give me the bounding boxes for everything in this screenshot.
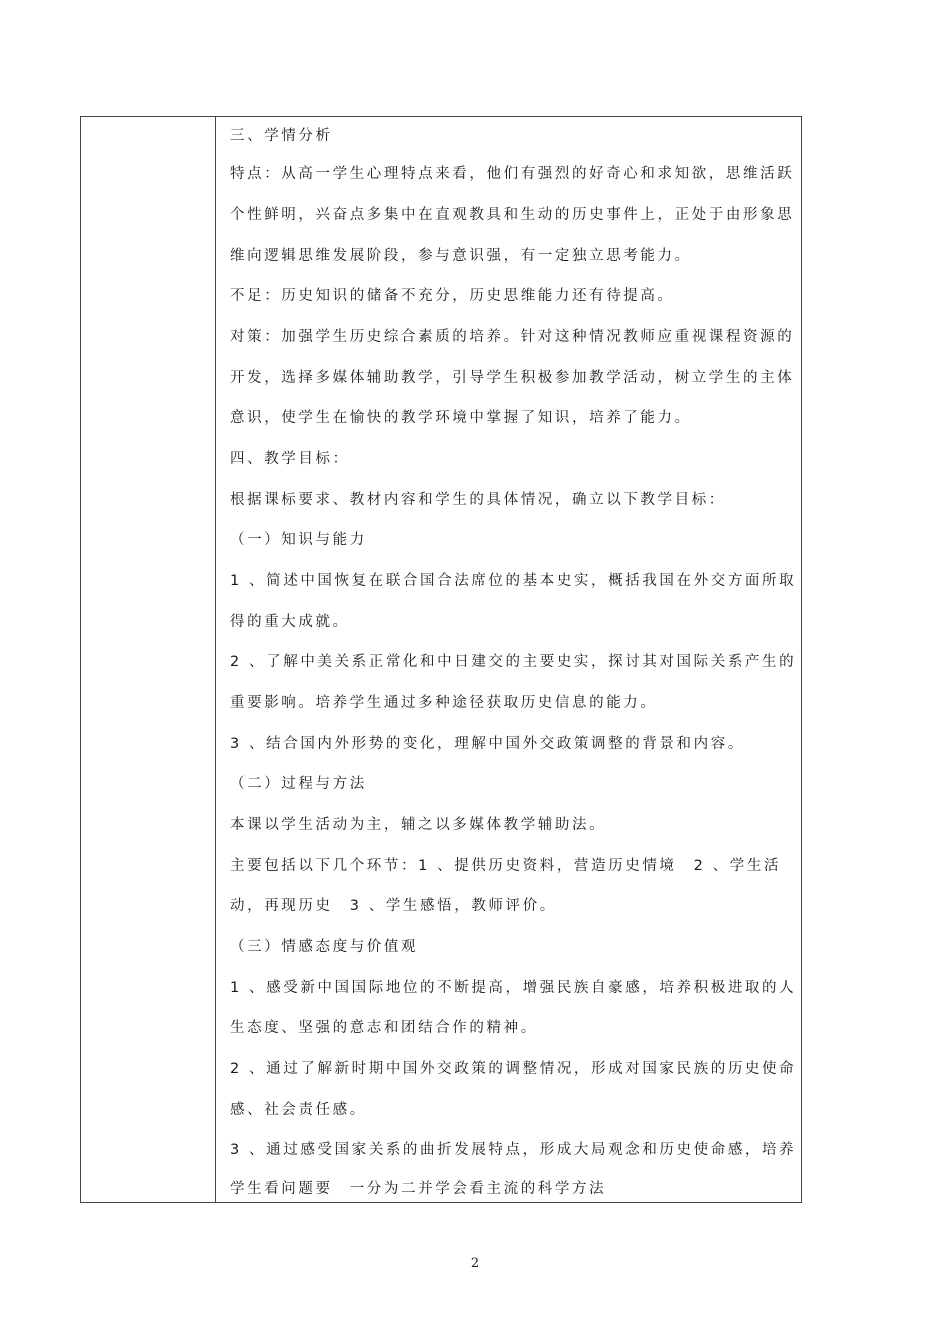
subsection-heading: （一）知识与能力 [230, 532, 367, 548]
text-line: 1 、感受新中国国际地位的不断提高，增强民族自豪感，培养积极进取的人 [230, 980, 797, 996]
text-line: 个性鲜明，兴奋点多集中在直观教具和生动的历史事件上，正处于由形象思 [230, 207, 795, 223]
text-line: 根据课标要求、教材内容和学生的具体情况，确立以下教学目标： [230, 492, 726, 508]
text-line: 2 、通过了解新时期中国外交政策的调整情况，形成对国家民族的历史使命 [230, 1061, 797, 1077]
section-heading: 四、教学目标： [230, 451, 350, 467]
document-table [80, 116, 802, 1203]
table-content-cell [216, 117, 801, 1202]
text-line: 3 、通过感受国家关系的曲折发展特点，形成大局观念和历史使命感，培养 [230, 1142, 797, 1158]
text-line: 3 、结合国内外形势的变化，理解中国外交政策调整的背景和内容。 [230, 736, 745, 752]
subsection-heading: （三）情感态度与价值观 [230, 939, 419, 955]
text-line: 本课以学生活动为主，辅之以多媒体教学辅助法。 [230, 817, 607, 833]
text-line: 开发，选择多媒体辅助教学，引导学生积极参加教学活动，树立学生的主体 [230, 370, 795, 386]
text-line: 特点：从高一学生心理特点来看，他们有强烈的好奇心和求知欲，思维活跃 [230, 166, 795, 182]
text-line: 意识，使学生在愉快的教学环境中掌握了知识，培养了能力。 [230, 410, 692, 426]
text-line: 感、社会责任感。 [230, 1102, 367, 1118]
text-line: 重要影响。培养学生通过多种途径获取历史信息的能力。 [230, 695, 658, 711]
text-line: 学生看问题要 一分为二并学会看主流的科学方法 [230, 1181, 607, 1197]
section-heading: 三、学情分析 [230, 128, 333, 144]
text-line: 维向逻辑思维发展阶段，参与意识强，有一定独立思考能力。 [230, 248, 692, 264]
text-line: 生态度、坚强的意志和团结合作的精神。 [230, 1020, 538, 1036]
text-line: 动，再现历史 3 、学生感悟，教师评价。 [230, 898, 557, 914]
text-line: 不足：历史知识的储备不充分，历史思维能力还有待提高。 [230, 288, 675, 304]
table-left-cell [81, 117, 216, 1202]
text-line: 1 、简述中国恢复在联合国合法席位的基本史实，概括我国在外交方面所取 [230, 573, 797, 589]
page-number: 2 [470, 1256, 480, 1271]
text-line: 主要包括以下几个环节：1 、提供历史资料，营造历史情境 2 、学生活 [230, 858, 782, 874]
text-line: 得的重大成就。 [230, 614, 350, 630]
text-line: 2 、了解中美关系正常化和中日建交的主要史实，探讨其对国际关系产生的 [230, 654, 797, 670]
text-line: 对策：加强学生历史综合素质的培养。针对这种情况教师应重视课程资源的 [230, 329, 795, 345]
subsection-heading: （二）过程与方法 [230, 776, 367, 792]
